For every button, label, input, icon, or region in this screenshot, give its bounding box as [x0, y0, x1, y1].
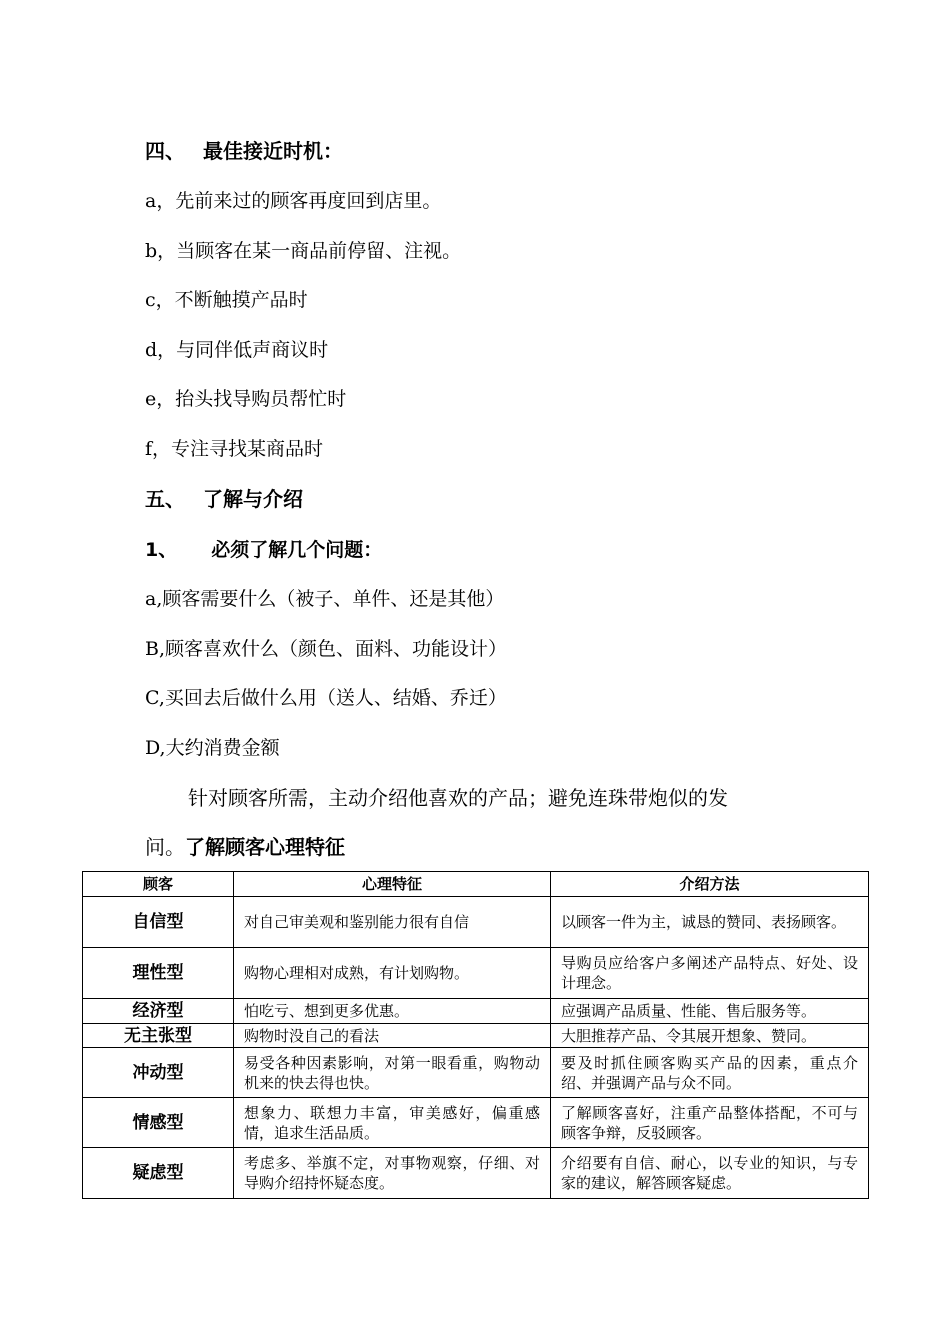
cell-method: 了解顾客喜好，注重产品整体搭配，不可与顾客争辩，反驳顾客。	[551, 1098, 869, 1148]
table-row	[83, 999, 869, 1024]
section4-item-e: e，抬头找导购员帮忙时	[145, 388, 347, 410]
section5-subheading-title: 必须了解几个问题：	[211, 539, 383, 561]
header-method: 介绍方法	[551, 872, 869, 897]
cell-type: 疑虑型	[83, 1148, 234, 1199]
cell-method: 应强调产品质量、性能、售后服务等。	[551, 999, 869, 1024]
header-trait: 心理特征	[234, 872, 551, 897]
cell-method: 导购员应给客户多阐述产品特点、好处、设计理念。	[551, 948, 869, 999]
section5-heading	[145, 487, 303, 511]
table-row	[83, 1048, 869, 1098]
section4-item-a: a，先前来过的顾客再度回到店里。	[145, 190, 442, 212]
section5-item-b: B,顾客喜欢什么（颜色、面料、功能设计）	[145, 638, 508, 660]
cell-trait: 考虑多、举旗不定，对事物观察，仔细、对导购介绍持怀疑态度。	[234, 1148, 551, 1199]
table-row	[83, 897, 869, 948]
cell-type: 情感型	[83, 1098, 234, 1148]
cell-trait: 怕吃亏、想到更多优惠。	[234, 999, 551, 1024]
cell-method: 以顾客一件为主，诚恳的赞同、表扬顾客。	[551, 897, 869, 948]
cell-method: 要及时抓住顾客购买产品的因素，重点介绍、并强调产品与众不同。	[551, 1048, 869, 1098]
cell-type: 经济型	[83, 999, 234, 1024]
table-row	[83, 948, 869, 999]
section4-heading-number: 四、	[145, 139, 185, 163]
table-row	[83, 1148, 869, 1199]
cell-type: 理性型	[83, 948, 234, 999]
section4-item-b: b，当顾客在某一商品前停留、注视。	[145, 240, 462, 262]
cell-method: 大胆推荐产品、令其展开想象、赞同。	[551, 1024, 869, 1048]
section4-item-d: d，与同伴低声商议时	[145, 339, 329, 361]
section5-item-a: a,顾客需要什么（被子、单件、还是其他）	[145, 588, 505, 610]
cell-trait: 购物心理相对成熟，有计划购物。	[234, 948, 551, 999]
section5-item-d: D,大约消费金额	[145, 737, 280, 759]
cell-trait: 易受各种因素影响，对第一眼看重，购物动机来的快去得也快。	[234, 1048, 551, 1098]
section4-item-f: f，专注寻找某商品时	[145, 438, 324, 460]
cell-type: 无主张型	[83, 1024, 234, 1048]
section5-heading-title: 了解与介绍	[203, 487, 303, 511]
paragraph-text: 问。	[145, 835, 185, 859]
header-customer: 顾客	[83, 872, 234, 897]
section5-subheading-number: 1、	[145, 539, 178, 561]
section4-heading	[145, 139, 343, 163]
table-header-row	[83, 872, 869, 897]
customer-psychology-table	[82, 871, 869, 1199]
section5-heading-number: 五、	[145, 487, 185, 511]
section5-paragraph-line1: 针对顾客所需，主动介绍他喜欢的产品；避免连珠带炮似的发	[188, 786, 728, 810]
cell-method: 介绍要有自信、耐心，以专业的知识，与专家的建议，解答顾客疑虑。	[551, 1148, 869, 1199]
cell-trait: 购物时没自己的看法	[234, 1024, 551, 1048]
section5-item-c: C,买回去后做什么用（送人、结婚、乔迁）	[145, 687, 507, 709]
section5-subheading	[145, 538, 382, 562]
section4-item-c: c，不断触摸产品时	[145, 289, 308, 311]
cell-type: 自信型	[83, 897, 234, 948]
table-row	[83, 1024, 869, 1048]
cell-trait: 想象力、联想力丰富，审美感好，偏重感情，追求生活品质。	[234, 1098, 551, 1148]
section5-paragraph-line2	[145, 835, 345, 859]
cell-type: 冲动型	[83, 1048, 234, 1098]
cell-trait: 对自己审美观和鉴别能力很有自信	[234, 897, 551, 948]
table-caption: 了解顾客心理特征	[185, 835, 345, 859]
table-row	[83, 1098, 869, 1148]
section4-heading-title: 最佳接近时机：	[203, 139, 343, 163]
